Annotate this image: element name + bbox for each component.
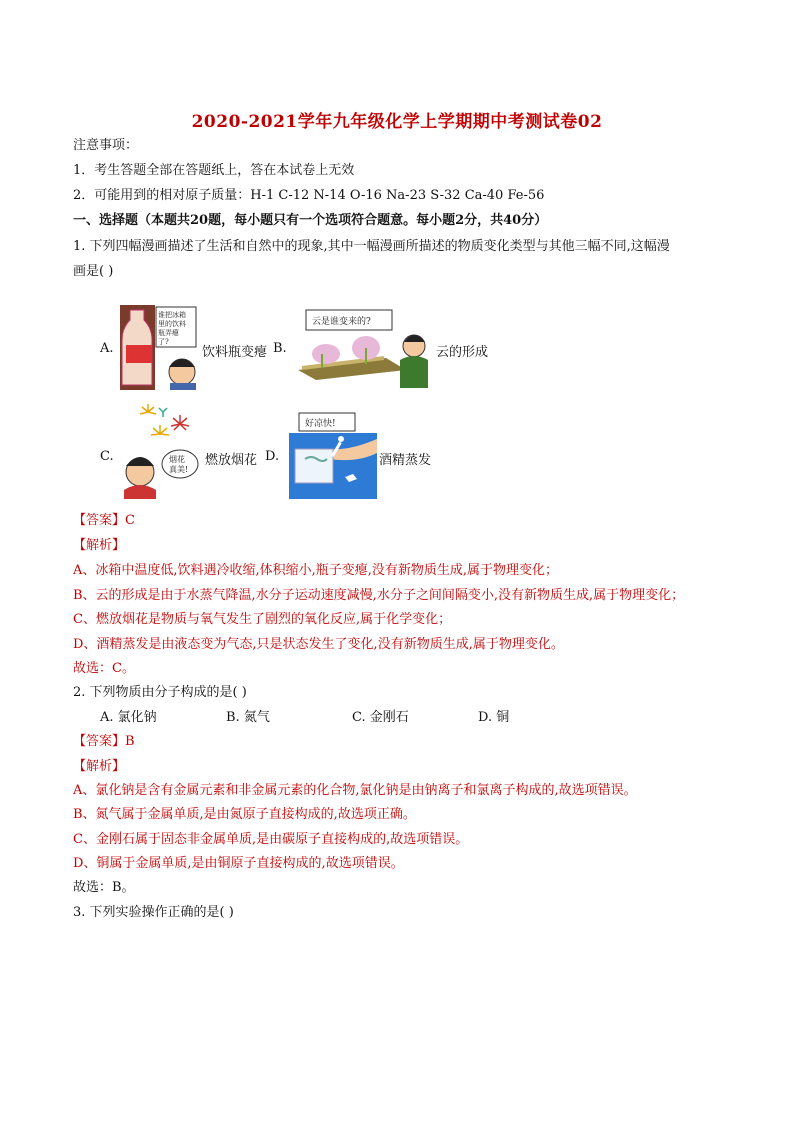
q1-option-d-text: 酒精蒸发	[379, 453, 432, 468]
q2-analysis-b: B、氮气属于金属单质,是由氮原子直接构成的,故选项正确。	[73, 807, 416, 822]
q1-stem-line1: 1. 下列四幅漫画描述了生活和自然中的现象,其中一幅漫画所描述的物质变化类型与其他三幅不同,这幅漫	[73, 239, 670, 254]
q2-option-a: A. 氯化钠	[100, 710, 157, 725]
q1-option-d-label: D.	[265, 449, 280, 464]
cloud-formation-cartoon	[296, 308, 434, 388]
q3-stem: 3. 下列实验操作正确的是( )	[73, 905, 234, 920]
q1-option-b-text: 云的形成	[436, 345, 489, 360]
page-title: 2020-2021学年九年级化学上学期期中考测试卷02	[191, 112, 603, 132]
q1-option-c-text: 燃放烟花	[205, 453, 258, 468]
q1-option-c-label: C.	[100, 449, 114, 464]
drink-bottle-cartoon	[120, 305, 200, 390]
q1-option-a-label: A.	[100, 341, 114, 356]
q1-analysis-b: B、云的形成是由于水蒸气降温,水分子运动速度减慢,水分子之间间隔变小,没有新物质生成,属于物理变化；	[73, 588, 685, 603]
q1-analysis-a: A、冰箱中温度低,饮料遇冷收缩,体积缩小,瓶子变瘪,没有新物质生成,属于物理变化；	[73, 563, 559, 578]
q2-option-d: D. 铜	[478, 710, 510, 725]
svg-text:烟花: 烟花	[169, 455, 185, 464]
svg-text:好凉快!: 好凉快!	[305, 419, 336, 429]
section-heading: 一、选择题（本题共20题，每小题只有一个选项符合题意。每小题2分，共40分）	[73, 213, 548, 228]
q2-stem: 2. 下列物质由分子构成的是( )	[73, 685, 247, 700]
q2-analysis-c: C、金刚石属于固态非金属单质,是由碳原子直接构成的,故选项错误。	[73, 832, 469, 847]
note-2: 2．可能用到的相对原子质量：H-1 C-12 N-14 O-16 Na-23 S-32 Ca-40 Fe-56	[73, 188, 545, 203]
bubble-a-line4: 了?	[158, 338, 169, 346]
bubble-a-line1: 谁把冰箱	[158, 311, 186, 319]
q1-analysis-heading: 【解析】	[73, 538, 126, 553]
svg-text:云是谁变来的?: 云是谁变来的?	[312, 317, 371, 327]
q2-analysis-a: A、氯化钠是含有金属元素和非金属元素的化合物,氯化钠是由钠离子和氯离子构成的,故选项错误。	[73, 783, 637, 798]
q2-analysis-d: D、铜属于金属单质,是由铜原子直接构成的,故选项错误。	[73, 856, 404, 871]
q2-answer: 【答案】B	[73, 734, 135, 749]
note-1: 1．考生答题全部在答题纸上，答在本试卷上无效	[73, 163, 355, 178]
q2-choose: 故选：B。	[73, 880, 135, 895]
q1-choose: 故选：C。	[73, 661, 135, 676]
q2-option-b: B. 氮气	[226, 710, 270, 725]
svg-text:真美!: 真美!	[169, 465, 189, 474]
alcohol-evaporation-cartoon	[289, 411, 377, 499]
q1-option-b-label: B.	[273, 341, 287, 356]
q1-analysis-d: D、酒精蒸发是由液态变为气态,只是状态发生了变化,没有新物质生成,属于物理变化。	[73, 637, 564, 652]
notes-heading: 注意事项：	[73, 138, 139, 153]
q1-analysis-c: C、燃放烟花是物质与氧气发生了剧烈的氧化反应,属于化学变化；	[73, 612, 452, 627]
q1-answer: 【答案】C	[73, 513, 135, 528]
q1-stem-line2: 画是( )	[73, 264, 114, 279]
q2-analysis-heading: 【解析】	[73, 759, 126, 774]
bubble-a-line2: 里的饮料	[158, 320, 186, 328]
fireworks-cartoon	[118, 404, 203, 499]
q1-option-a-text: 饮料瓶变瘪	[202, 345, 268, 360]
bubble-a-line3: 瓶弄瘪	[158, 329, 179, 337]
q2-option-c: C. 金刚石	[352, 710, 409, 725]
